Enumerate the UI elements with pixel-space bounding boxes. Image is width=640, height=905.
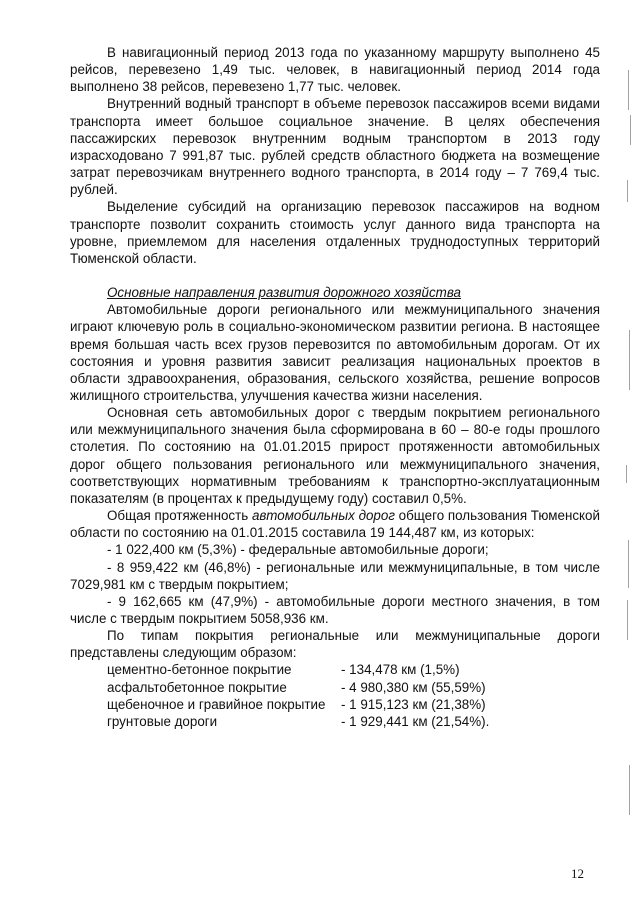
scan-artifact <box>627 180 628 202</box>
page-number: 12 <box>571 866 584 881</box>
paragraph-subsidies: Выделение субсидий на организацию перевозок пассажиров на водном транспорте позволит сохранить стоимость услуг данного вида транспорта на уровне, приемлемом для населения отдаленных труднодоступных территорий Тюменской области. <box>70 199 600 266</box>
table-row <box>107 661 489 678</box>
total-length-emphasis: автомобильных дорог <box>251 508 395 524</box>
scan-artifact <box>628 70 629 110</box>
table-row <box>107 679 489 696</box>
total-length-before: Общая протяженность <box>107 508 252 524</box>
scan-artifact <box>628 540 629 588</box>
coverage-value: - 1 915,123 км (21,38%) <box>341 696 486 712</box>
coverage-table <box>107 661 489 730</box>
section-heading: Основные направления развития дорожного хозяйства <box>107 285 461 301</box>
scan-artifact <box>629 765 630 815</box>
coverage-type: грунтовые дороги <box>107 713 218 729</box>
paragraph-coverage-intro: По типам покрытия региональные или межмуниципальные дороги представлены следующим образом: <box>70 628 600 661</box>
paragraph-road-network: Основная сеть автомобильных дорог с твердым покрытием регионального или межмуниципального значения была сформирована в 60 – 80-е годы прошлого столетия. По состоянию на 01.01.2015 прирост протяженности автомобильных дорог общего пользования регионального или межмуниципального значения, соответствующих нормативным требованиям к транспортно-эксплуатационным показателям (в процентах к предыдущему году) составил 0,5%. <box>70 405 600 506</box>
table-row <box>107 696 489 713</box>
coverage-value: - 134,478 км (1,5%) <box>341 662 460 678</box>
paragraph-water-transport: Внутренний водный транспорт в объеме перевозок пассажиров всеми видами транспорта имеет большое социальное значение. В целях обеспечения пассажирских перевозок внутренним водным транспортом в 2013 году израсходовано 7 991,87 тыс. рублей средств областного бюджета на возмещение затрат перевозчикам внутреннего водного транспорта, в 2014 году – 7 769,4 тыс. рублей. <box>70 96 600 198</box>
document-body <box>70 44 600 730</box>
list-item-local: - 9 162,665 км (47,9%) - автомобильные дороги местного значения, в том числе с твердым покрытием 5058,936 км. <box>70 593 600 626</box>
list-item-regional: - 8 959,422 км (46,8%) - региональные или межмуниципальные, в том числе 7029,981 км с твердым покрытием; <box>70 559 600 592</box>
paragraph-road-role: Автомобильные дороги регионального или межмуниципального значения играют ключевую роль в социально-экономическом развитии региона. В настоящее время большая часть всех грузов перевозится по автомобильным дорогам. От их состояния и уровня развития зависит реализация национальных проектов в области здравоохранения, образования, сельского хозяйства, решение вопросов жилищного строительства, улучшения качества жизни населения. <box>70 302 600 403</box>
coverage-value: - 4 980,380 км (55,59%) <box>341 679 486 695</box>
coverage-type: щебеночное и гравийное покрытие <box>107 696 326 712</box>
scan-artifact <box>629 330 630 390</box>
coverage-type: асфальтобетонное покрытие <box>107 679 287 695</box>
scan-artifact <box>627 600 628 640</box>
list-item-federal: - 1 022,400 км (5,3%) - федеральные автомобильные дороги; <box>107 542 489 558</box>
scan-artifact <box>630 115 631 145</box>
scan-artifact <box>626 465 627 483</box>
paragraph-total-length <box>70 507 600 541</box>
coverage-value: - 1 929,441 км (21,54%). <box>341 713 490 729</box>
coverage-type: цементно-бетонное покрытие <box>107 662 292 678</box>
table-row <box>107 713 489 730</box>
total-length-after: общего пользования Тюменской области по состоянию на 01.01.2015 составила 19 144,487 км, из которых: <box>70 508 600 541</box>
section-heading-container <box>70 284 600 301</box>
paragraph-navigation-period: В навигационный период 2013 года по указанному маршруту выполнено 45 рейсов, перевезено 1,49 тыс. человек, в навигационный период 2014 года выполнено 38 рейсов, перевезено 1,77 тыс. человек. <box>70 45 600 95</box>
